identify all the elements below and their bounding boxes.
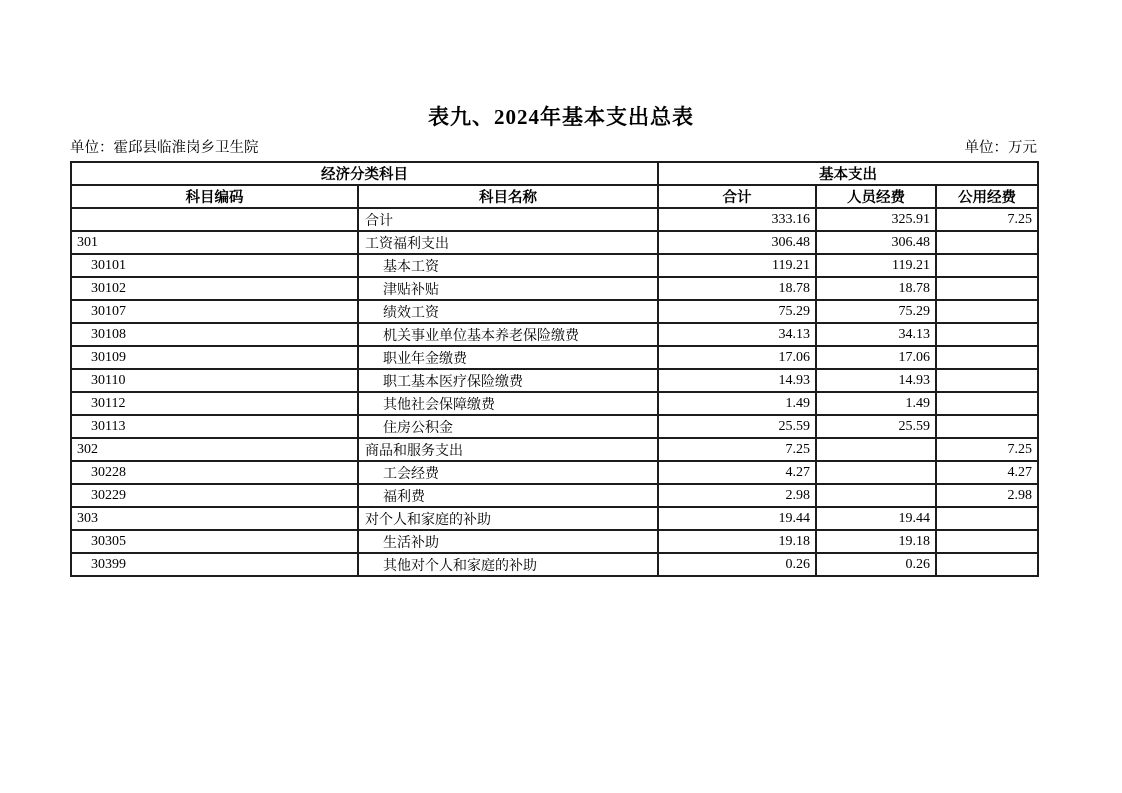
table-body (71, 208, 1038, 576)
cell-code: 30102 (71, 277, 358, 300)
currency-unit-label: 单位：万元 (964, 140, 1037, 156)
cell-name: 其他对个人和家庭的补助 (358, 553, 658, 576)
cell-public (936, 530, 1038, 553)
cell-personnel: 18.78 (816, 277, 936, 300)
column-header-subject-code: 科目编码 (71, 185, 358, 208)
expenditure-table (70, 161, 1039, 577)
cell-personnel: 34.13 (816, 323, 936, 346)
table-row (71, 438, 1038, 461)
table-row (71, 461, 1038, 484)
column-header-personnel-funds: 人员经费 (816, 185, 936, 208)
cell-public (936, 369, 1038, 392)
cell-name: 基本工资 (358, 254, 658, 277)
cell-code: 30108 (71, 323, 358, 346)
cell-personnel: 325.91 (816, 208, 936, 231)
table-row (71, 530, 1038, 553)
cell-personnel: 75.29 (816, 300, 936, 323)
cell-personnel (816, 438, 936, 461)
cell-public (936, 231, 1038, 254)
cell-code: 301 (71, 231, 358, 254)
group-header-economic-classification: 经济分类科目 (71, 162, 658, 185)
cell-total: 14.93 (658, 369, 816, 392)
cell-public: 7.25 (936, 438, 1038, 461)
cell-code: 30399 (71, 553, 358, 576)
cell-name: 对个人和家庭的补助 (358, 507, 658, 530)
table-row (71, 300, 1038, 323)
cell-total: 7.25 (658, 438, 816, 461)
cell-code (71, 208, 358, 231)
table-row (71, 346, 1038, 369)
cell-total: 19.44 (658, 507, 816, 530)
unit-name-label: 单位：霍邱县临淮岗乡卫生院 (70, 140, 259, 156)
cell-total: 0.26 (658, 553, 816, 576)
cell-name: 津贴补贴 (358, 277, 658, 300)
cell-total: 2.98 (658, 484, 816, 507)
cell-name: 其他社会保障缴费 (358, 392, 658, 415)
cell-name: 生活补助 (358, 530, 658, 553)
table-row (71, 484, 1038, 507)
table-row (71, 208, 1038, 231)
column-header-subject-name: 科目名称 (358, 185, 658, 208)
cell-personnel: 1.49 (816, 392, 936, 415)
column-header-row (71, 185, 1038, 208)
cell-name: 住房公积金 (358, 415, 658, 438)
table-row (71, 254, 1038, 277)
cell-total: 4.27 (658, 461, 816, 484)
cell-personnel: 14.93 (816, 369, 936, 392)
cell-total: 1.49 (658, 392, 816, 415)
cell-public (936, 392, 1038, 415)
cell-personnel: 17.06 (816, 346, 936, 369)
table-header (71, 162, 1038, 208)
cell-public: 7.25 (936, 208, 1038, 231)
cell-name: 商品和服务支出 (358, 438, 658, 461)
table-container (70, 161, 1039, 577)
cell-personnel (816, 484, 936, 507)
cell-total: 333.16 (658, 208, 816, 231)
cell-total: 119.21 (658, 254, 816, 277)
cell-public (936, 277, 1038, 300)
cell-code: 30112 (71, 392, 358, 415)
cell-total: 19.18 (658, 530, 816, 553)
column-header-public-funds: 公用经费 (936, 185, 1038, 208)
cell-total: 75.29 (658, 300, 816, 323)
cell-name: 合计 (358, 208, 658, 231)
cell-code: 303 (71, 507, 358, 530)
cell-public (936, 323, 1038, 346)
cell-public: 4.27 (936, 461, 1038, 484)
cell-name: 职工基本医疗保险缴费 (358, 369, 658, 392)
cell-name: 机关事业单位基本养老保险缴费 (358, 323, 658, 346)
cell-personnel: 0.26 (816, 553, 936, 576)
column-header-total: 合计 (658, 185, 816, 208)
unit-line (70, 135, 1037, 157)
cell-public (936, 346, 1038, 369)
table-row (71, 277, 1038, 300)
cell-public (936, 553, 1038, 576)
cell-personnel (816, 461, 936, 484)
group-header-basic-expenditure: 基本支出 (658, 162, 1038, 185)
page-title: 表九、2024年基本支出总表 (428, 105, 694, 129)
table-row (71, 507, 1038, 530)
cell-code: 30113 (71, 415, 358, 438)
table-row (71, 553, 1038, 576)
cell-code: 30228 (71, 461, 358, 484)
cell-code: 30109 (71, 346, 358, 369)
cell-code: 30305 (71, 530, 358, 553)
cell-code: 30101 (71, 254, 358, 277)
cell-public (936, 415, 1038, 438)
table-row (71, 231, 1038, 254)
cell-name: 工资福利支出 (358, 231, 658, 254)
table-row (71, 323, 1038, 346)
table-row (71, 415, 1038, 438)
cell-personnel: 19.18 (816, 530, 936, 553)
cell-total: 17.06 (658, 346, 816, 369)
cell-personnel: 306.48 (816, 231, 936, 254)
cell-code: 30110 (71, 369, 358, 392)
cell-code: 30229 (71, 484, 358, 507)
cell-total: 34.13 (658, 323, 816, 346)
table-row (71, 392, 1038, 415)
group-header-row (71, 162, 1038, 185)
cell-total: 306.48 (658, 231, 816, 254)
cell-personnel: 25.59 (816, 415, 936, 438)
cell-public (936, 254, 1038, 277)
cell-public: 2.98 (936, 484, 1038, 507)
cell-name: 绩效工资 (358, 300, 658, 323)
table-row (71, 369, 1038, 392)
cell-personnel: 119.21 (816, 254, 936, 277)
cell-name: 福利费 (358, 484, 658, 507)
cell-personnel: 19.44 (816, 507, 936, 530)
cell-public (936, 507, 1038, 530)
cell-total: 18.78 (658, 277, 816, 300)
cell-code: 30107 (71, 300, 358, 323)
cell-total: 25.59 (658, 415, 816, 438)
cell-public (936, 300, 1038, 323)
cell-name: 职业年金缴费 (358, 346, 658, 369)
cell-name: 工会经费 (358, 461, 658, 484)
cell-code: 302 (71, 438, 358, 461)
